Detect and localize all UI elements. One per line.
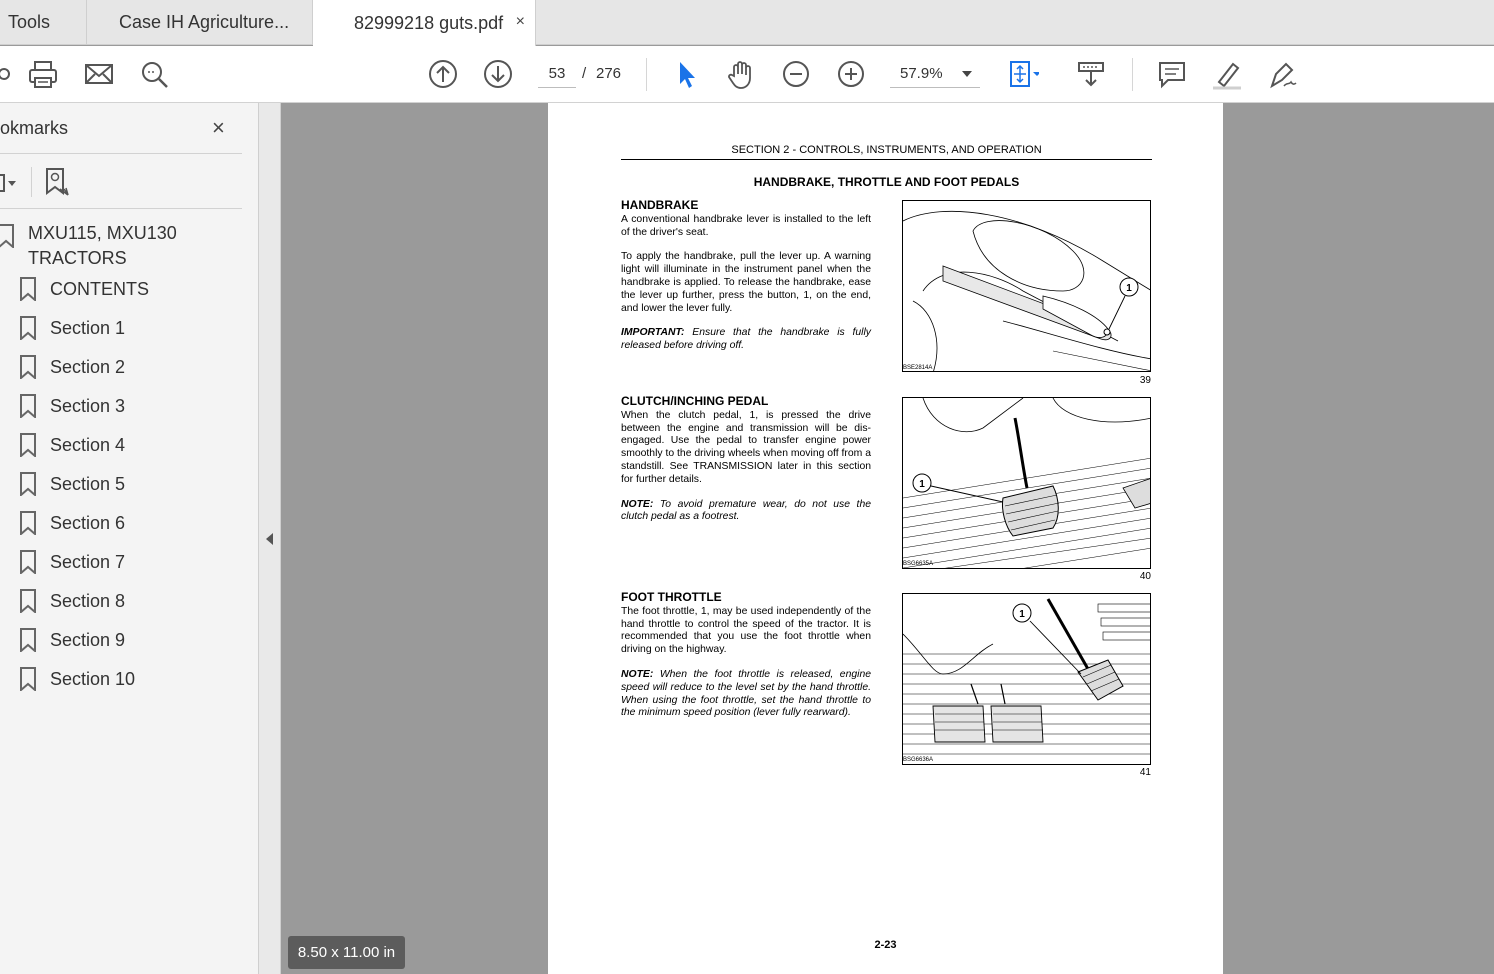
- print-icon[interactable]: [25, 56, 61, 92]
- paragraph: The foot throttle, 1, may be used independently of the hand throttle to control the speed of the tractor. It is recommended that you use the foot throttle when driving on the highway.: [621, 605, 871, 656]
- bookmark-item[interactable]: [18, 472, 125, 497]
- bookmark-label: Section 2: [50, 357, 126, 377]
- note: [621, 499, 871, 525]
- bookmark-icon: [18, 628, 38, 652]
- bookmark-label: CONTENTS: [50, 279, 149, 299]
- zoom-level-select[interactable]: [890, 60, 980, 88]
- bookmark-label: Section 1: [50, 318, 126, 338]
- tab-tools[interactable]: [0, 0, 87, 45]
- tab-label: Tools: [8, 12, 51, 32]
- figure-number: 40: [1139, 571, 1151, 582]
- figure-code: BSG6635A: [903, 561, 934, 567]
- bookmark-icon: [18, 355, 38, 379]
- paragraph: To apply the handbrake, pull the lever up. A warning light will illuminate in the instrument panel when the handbrake is applied. To release the handbrake, ease the lever up further, press the button, 1, on the end, and lower the lever fully.: [621, 251, 871, 314]
- toolbar-divider: [1132, 58, 1133, 91]
- page-footer: 2-23: [874, 939, 897, 951]
- bookmark-item[interactable]: [18, 394, 125, 419]
- highlight-icon[interactable]: [1209, 56, 1245, 92]
- foot-throttle-figure: [902, 593, 1151, 765]
- note-text: To avoid premature wear, do not use the clutch pedal as a footrest.: [621, 498, 871, 523]
- bookmark-icon: [18, 511, 38, 535]
- chevron-left-icon: [266, 533, 273, 545]
- callout-label: 1: [1126, 283, 1132, 294]
- clutch-section: [621, 395, 871, 536]
- bookmark-item[interactable]: [18, 277, 149, 302]
- select-arrow-icon[interactable]: [668, 56, 704, 92]
- page-down-icon[interactable]: [480, 56, 516, 92]
- bookmark-item[interactable]: [18, 433, 125, 458]
- sign-icon[interactable]: [1264, 56, 1300, 92]
- pdf-page: [548, 103, 1223, 974]
- bookmark-icon: [18, 316, 38, 340]
- divider: [31, 167, 32, 197]
- figure-number: 39: [1139, 375, 1151, 386]
- bookmark-label: Section 6: [50, 513, 126, 533]
- email-icon[interactable]: [81, 56, 117, 92]
- figure-code: BSE2814A: [903, 365, 933, 371]
- divider: [0, 153, 242, 154]
- bookmark-item[interactable]: [18, 355, 125, 380]
- options-menu-icon[interactable]: [0, 171, 22, 195]
- section-heading: HANDBRAKE: [621, 198, 699, 212]
- add-bookmark-icon[interactable]: [44, 167, 72, 197]
- bookmark-icon: [18, 472, 38, 496]
- bookmark-label: Section 4: [50, 435, 126, 455]
- fit-page-icon[interactable]: [1003, 56, 1039, 92]
- note-text: Ensure that the handbrake is fully released before driving off.: [621, 327, 871, 352]
- bookmark-icon: [18, 277, 38, 301]
- bookmark-item[interactable]: [18, 550, 125, 575]
- note-text: When the foot throttle is released, engine speed will reduce to the level set by the hand throttle. When using the foot throttle, set the hand throttle to the minimum speed position (lever fully rearward).: [621, 668, 871, 719]
- section-heading: FOOT THROTTLE: [621, 590, 722, 604]
- section-heading: CLUTCH/INCHING PEDAL: [621, 394, 769, 408]
- chevron-down-icon: [962, 71, 972, 77]
- bookmarks-panel: [0, 103, 259, 974]
- paragraph: A conventional handbrake lever is installed to the left of the driver's seat.: [621, 213, 871, 238]
- bookmark-icon: [18, 667, 38, 691]
- handbrake-section: [621, 199, 871, 365]
- bookmark-label: Section 10: [50, 669, 136, 689]
- bookmark-icon: [0, 224, 16, 248]
- toolbar: [0, 46, 1494, 103]
- figure-code: BSG6636A: [903, 757, 934, 763]
- bookmark-item[interactable]: [18, 316, 125, 341]
- header-rule: [621, 159, 1152, 160]
- note-label: NOTE:: [621, 668, 654, 680]
- tab-current-document[interactable]: [313, 0, 536, 46]
- bookmark-icon: [18, 433, 38, 457]
- bookmark-item[interactable]: [18, 628, 125, 653]
- bookmark-label: MXU115, MXU130: [28, 223, 177, 243]
- note: [621, 327, 871, 353]
- tab-bar: [0, 0, 1494, 45]
- divider: [0, 208, 242, 209]
- clutch-pedal-figure: [902, 397, 1151, 569]
- bookmarks-title: okmarks: [0, 118, 69, 138]
- note-label: NOTE:: [621, 498, 654, 510]
- zoom-in-icon[interactable]: [833, 56, 869, 92]
- toolbar-divider: [646, 58, 647, 91]
- tab-label: 82999218 guts.pdf: [354, 12, 504, 33]
- close-icon[interactable]: ×: [212, 115, 225, 140]
- bookmark-icon: [18, 550, 38, 574]
- handbrake-figure: [902, 200, 1151, 372]
- bookmark-item[interactable]: [18, 511, 125, 536]
- bookmark-item[interactable]: [18, 667, 135, 692]
- foot-throttle-section: [621, 591, 871, 732]
- bookmark-label: Section 5: [50, 474, 126, 494]
- hand-icon[interactable]: [723, 56, 759, 92]
- zoom-value: 57.9%: [900, 65, 943, 82]
- bookmark-root[interactable]: [0, 221, 177, 271]
- bookmark-label: Section 8: [50, 591, 126, 611]
- bookmark-label: Section 9: [50, 630, 126, 650]
- collapse-panel-handle[interactable]: [259, 103, 281, 974]
- page-separator: /: [582, 65, 587, 82]
- bookmark-icon: [18, 394, 38, 418]
- bookmark-label: Section 3: [50, 396, 126, 416]
- tab-case-ih[interactable]: [87, 0, 313, 45]
- comment-icon[interactable]: [1154, 56, 1190, 92]
- close-tab-icon[interactable]: ×: [515, 13, 525, 30]
- callout-label: 1: [1019, 609, 1025, 620]
- save-icon[interactable]: [0, 56, 22, 92]
- search-icon[interactable]: [136, 56, 172, 92]
- bookmark-tools: [0, 163, 242, 203]
- section-header: SECTION 2 - CONTROLS, INSTRUMENTS, AND OPERATION: [731, 144, 1042, 156]
- note-label: IMPORTANT:: [621, 327, 685, 339]
- callout-label: 1: [919, 479, 925, 490]
- scroll-mode-icon[interactable]: [1073, 56, 1109, 92]
- bookmark-label: TRACTORS: [28, 248, 127, 268]
- paragraph: When the clutch pedal, 1, is pressed the drive between the engine and transmission will be dis-engaged. Use the pedal to transfer engine power smoothly to the driving wheels when moving off from a standstill. See TRANSMISSION later in this section for further details.: [621, 409, 871, 485]
- bookmark-icon: [18, 589, 38, 613]
- page-up-icon[interactable]: [425, 56, 461, 92]
- bookmark-item[interactable]: [18, 589, 125, 614]
- page-title: HANDBRAKE, THROTTLE AND FOOT PEDALS: [753, 175, 1020, 189]
- tab-label: Case IH Agriculture...: [119, 12, 290, 32]
- note: [621, 669, 871, 720]
- page-total: 276: [596, 65, 622, 82]
- page-size-indicator: 8.50 x 11.00 in: [288, 936, 405, 969]
- bookmark-label: Section 7: [50, 552, 126, 572]
- page-number-input[interactable]: 53: [538, 60, 576, 88]
- figure-number: 41: [1139, 767, 1151, 778]
- zoom-out-icon[interactable]: [778, 56, 814, 92]
